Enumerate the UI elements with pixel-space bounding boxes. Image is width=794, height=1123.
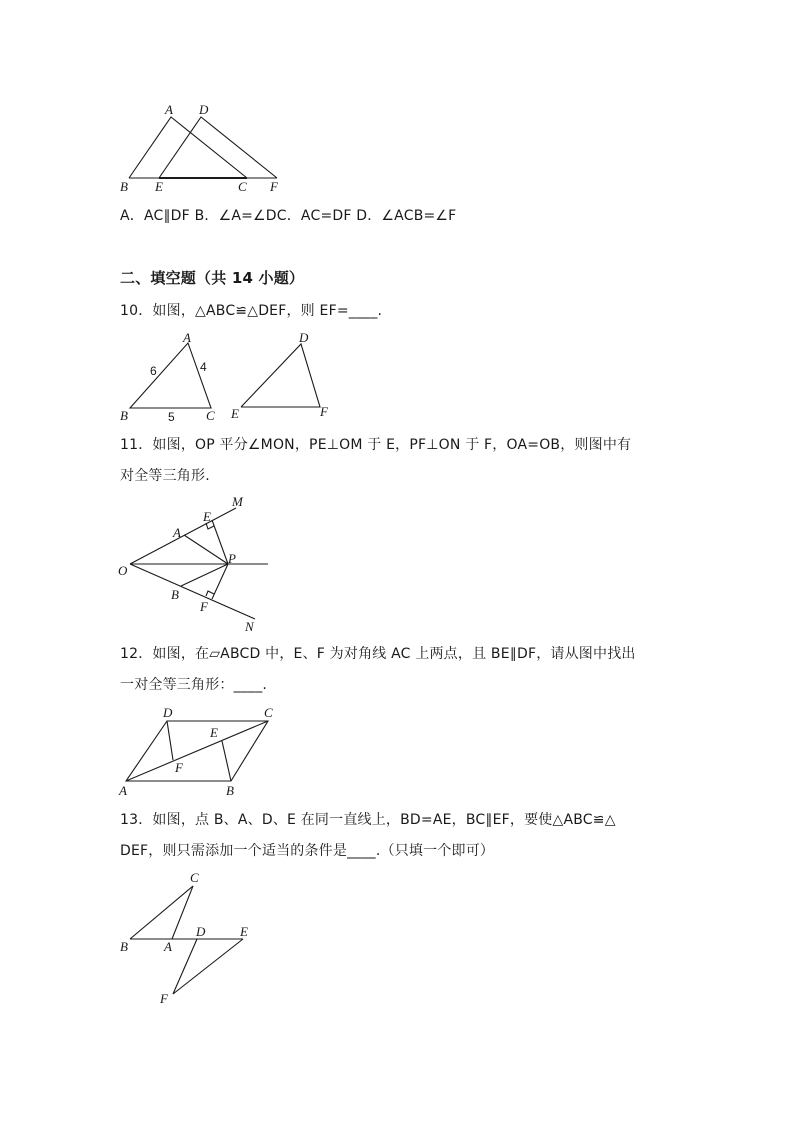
- label-a: A: [165, 102, 173, 117]
- label-o: O: [118, 563, 128, 578]
- label-d: D: [199, 102, 209, 117]
- label-e: E: [210, 725, 218, 740]
- q11-line1: 11．如图，OP 平分∠MON，PE⊥OM 于 E，PF⊥ON 于 F，OA=OB，则图中有: [120, 437, 632, 453]
- q13-line1: 13．如图，点 B、A、D、E 在同一直线上，BD=AE，BC∥EF，要使△ABC≌△: [120, 812, 616, 828]
- q9-options: A．AC∥DF B．∠A=∠DC．AC=DF D．∠ACB=∠F: [120, 208, 457, 224]
- label-b: B: [171, 587, 179, 602]
- side-ab-length: 6: [150, 364, 157, 378]
- label-e: E: [231, 406, 239, 421]
- side-bc-length: 5: [168, 410, 175, 424]
- label-c: C: [206, 408, 215, 423]
- section-title: 二、填空题（共 14 小题）: [120, 269, 305, 287]
- label-a: A: [164, 939, 172, 954]
- label-d: D: [196, 924, 206, 939]
- label-a: A: [183, 330, 191, 345]
- label-a: A: [173, 525, 181, 540]
- label-f: F: [200, 599, 208, 614]
- label-c: C: [190, 870, 199, 885]
- segment-df: [173, 939, 197, 994]
- q13-line2: DEF，则只需添加一个适当的条件是____.（只填一个即可）: [120, 843, 495, 859]
- label-f: F: [270, 179, 278, 194]
- q11-line2: 对全等三角形.: [120, 468, 210, 484]
- label-b: B: [226, 783, 234, 798]
- q12-line2: 一对全等三角形：____.: [120, 677, 268, 693]
- segment-ca: [172, 886, 193, 939]
- side-ac-length: 4: [200, 360, 207, 374]
- q10-text: 10．如图，△ABC≌△DEF，则 EF=____.: [120, 303, 383, 319]
- label-c: C: [264, 705, 273, 720]
- label-b: B: [120, 408, 128, 423]
- q12-line1: 12．如图，在▱ABCD 中，E、F 为对角线 AC 上两点，且 BE∥DF，请从图中找出: [120, 646, 636, 662]
- label-f: F: [320, 404, 328, 419]
- label-b: B: [120, 179, 128, 194]
- label-a: A: [119, 783, 127, 798]
- segment-bc: [130, 886, 193, 939]
- label-c: C: [238, 179, 247, 194]
- label-p: P: [228, 551, 236, 566]
- label-f: F: [160, 991, 168, 1006]
- label-d: D: [163, 705, 173, 720]
- label-m: M: [232, 494, 243, 509]
- label-n: N: [245, 619, 254, 634]
- segment-ef: [173, 939, 243, 994]
- label-e: E: [155, 179, 163, 194]
- label-e: E: [203, 509, 211, 524]
- label-e: E: [240, 924, 248, 939]
- label-b: B: [120, 939, 128, 954]
- label-d: D: [299, 330, 309, 345]
- label-f: F: [175, 760, 183, 775]
